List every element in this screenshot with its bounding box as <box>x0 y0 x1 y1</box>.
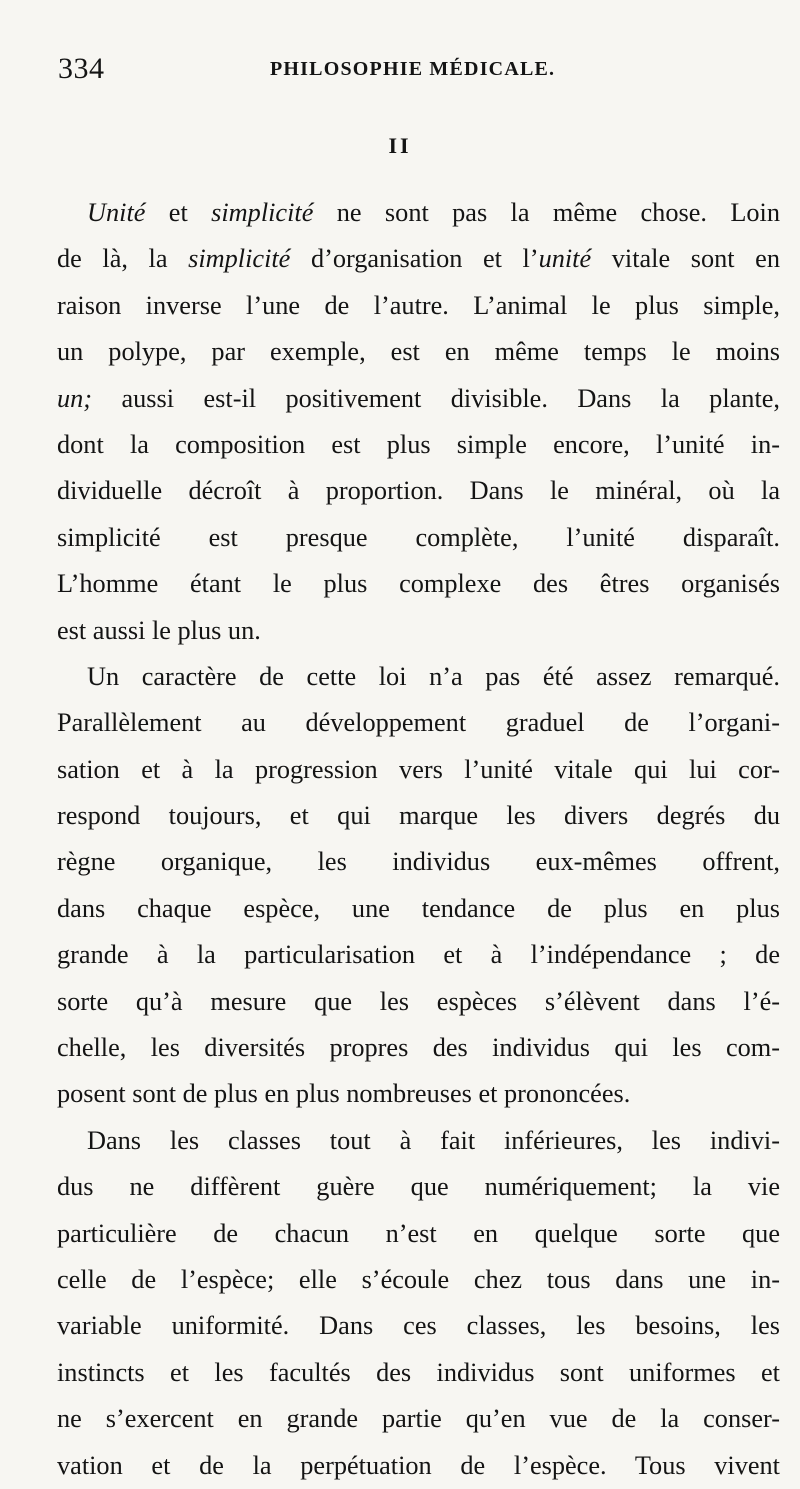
text-line <box>57 561 780 607</box>
text-line <box>57 283 780 329</box>
text-line <box>57 886 780 932</box>
text-segment: est aussi le plus un. <box>57 615 261 645</box>
text-line <box>57 1396 780 1442</box>
text-segment: ne sont pas la même chose. Loin <box>313 198 780 227</box>
text-segment: particulière de chacun n’est en quelque sorte que <box>57 1218 780 1248</box>
text-segment: d’organisation et l’ <box>290 244 539 274</box>
text-segment: grande à la particularisation et à l’indépendance ; de <box>57 940 780 970</box>
text-line <box>57 932 780 978</box>
text-line <box>57 1350 780 1396</box>
text-line <box>57 793 780 839</box>
text-line <box>57 839 780 885</box>
text-line <box>57 376 780 422</box>
text-line <box>57 979 780 1025</box>
page-header <box>58 52 760 92</box>
text-segment: règne organique, les individus eux-mêmes offrent, <box>57 847 780 877</box>
text-line <box>57 329 780 375</box>
section-number: II <box>388 133 412 158</box>
text-segment: vitale sont en <box>591 244 780 274</box>
text-segment: Un caractère de cette loi n’a pas été assez remarqué. <box>87 661 780 691</box>
body-text <box>57 190 780 1489</box>
text-line <box>57 1211 780 1257</box>
italic-word: un; <box>57 383 93 413</box>
text-segment: vation et de la perpétuation de l’espèce. Tous vivent <box>57 1450 780 1480</box>
text-segment: dont la composition est plus simple encore, l’unité in- <box>57 429 780 459</box>
text-segment: dus ne diffèrent guère que numériquement; la vie <box>57 1172 780 1202</box>
text-line <box>57 236 780 282</box>
text-segment: Dans les classes tout à fait inférieures, les indivi- <box>87 1125 780 1155</box>
italic-word: unité <box>538 244 592 274</box>
italic-word: Unité <box>87 198 146 227</box>
text-segment: Parallèlement au développement graduel de l’organi- <box>57 708 780 738</box>
italic-word: simplicité <box>188 244 291 274</box>
text-segment: respond toujours, et qui marque les divers degrés du <box>57 801 780 831</box>
text-line <box>57 468 780 514</box>
text-segment: un polype, par exemple, est en même temps le moins <box>57 337 780 367</box>
text-line <box>57 608 780 654</box>
text-segment: raison inverse l’une de l’autre. L’animal le plus simple, <box>57 290 780 320</box>
text-line <box>57 190 780 236</box>
running-head: PHILOSOPHIE MÉDICALE. <box>270 58 556 80</box>
text-segment: variable uniformité. Dans ces classes, les besoins, les <box>57 1311 780 1341</box>
text-line <box>57 654 780 700</box>
text-line <box>57 1025 780 1071</box>
text-line <box>57 1257 780 1303</box>
text-line <box>57 1164 780 1210</box>
text-line <box>57 1443 780 1489</box>
text-segment: posent sont de plus en plus nombreuses et prononcées. <box>57 1079 631 1109</box>
text-line <box>57 747 780 793</box>
text-segment: de là, la <box>57 244 189 274</box>
text-line <box>57 422 780 468</box>
text-segment: ne s’exercent en grande partie qu’en vue de la conser- <box>57 1404 780 1434</box>
text-line <box>57 1303 780 1349</box>
text-segment: simplicité est presque complète, l’unité disparaît. <box>57 522 780 552</box>
text-line <box>57 1118 780 1164</box>
text-line <box>57 700 780 746</box>
text-line <box>57 515 780 561</box>
text-segment: dans chaque espèce, une tendance de plus en plus <box>57 893 780 923</box>
text-line <box>57 1071 780 1117</box>
text-segment: dividuelle décroît à proportion. Dans le minéral, où la <box>57 476 780 506</box>
page-number: 334 <box>58 52 105 85</box>
text-segment: instincts et les facultés des individus sont uniformes et <box>57 1357 780 1387</box>
text-segment: celle de l’espèce; elle s’écoule chez tous dans une in- <box>57 1264 780 1294</box>
text-segment: et <box>145 198 212 227</box>
text-segment: sorte qu’à mesure que les espèces s’élèvent dans l’é- <box>57 986 780 1016</box>
text-segment: sation et à la progression vers l’unité vitale qui lui cor- <box>57 754 780 784</box>
text-segment: L’homme étant le plus complexe des êtres organisés <box>57 569 780 599</box>
italic-word: simplicité <box>211 198 314 227</box>
text-segment: chelle, les diversités propres des individus qui les com- <box>57 1033 780 1063</box>
text-segment: aussi est-il positivement divisible. Dans la plante, <box>92 383 780 413</box>
